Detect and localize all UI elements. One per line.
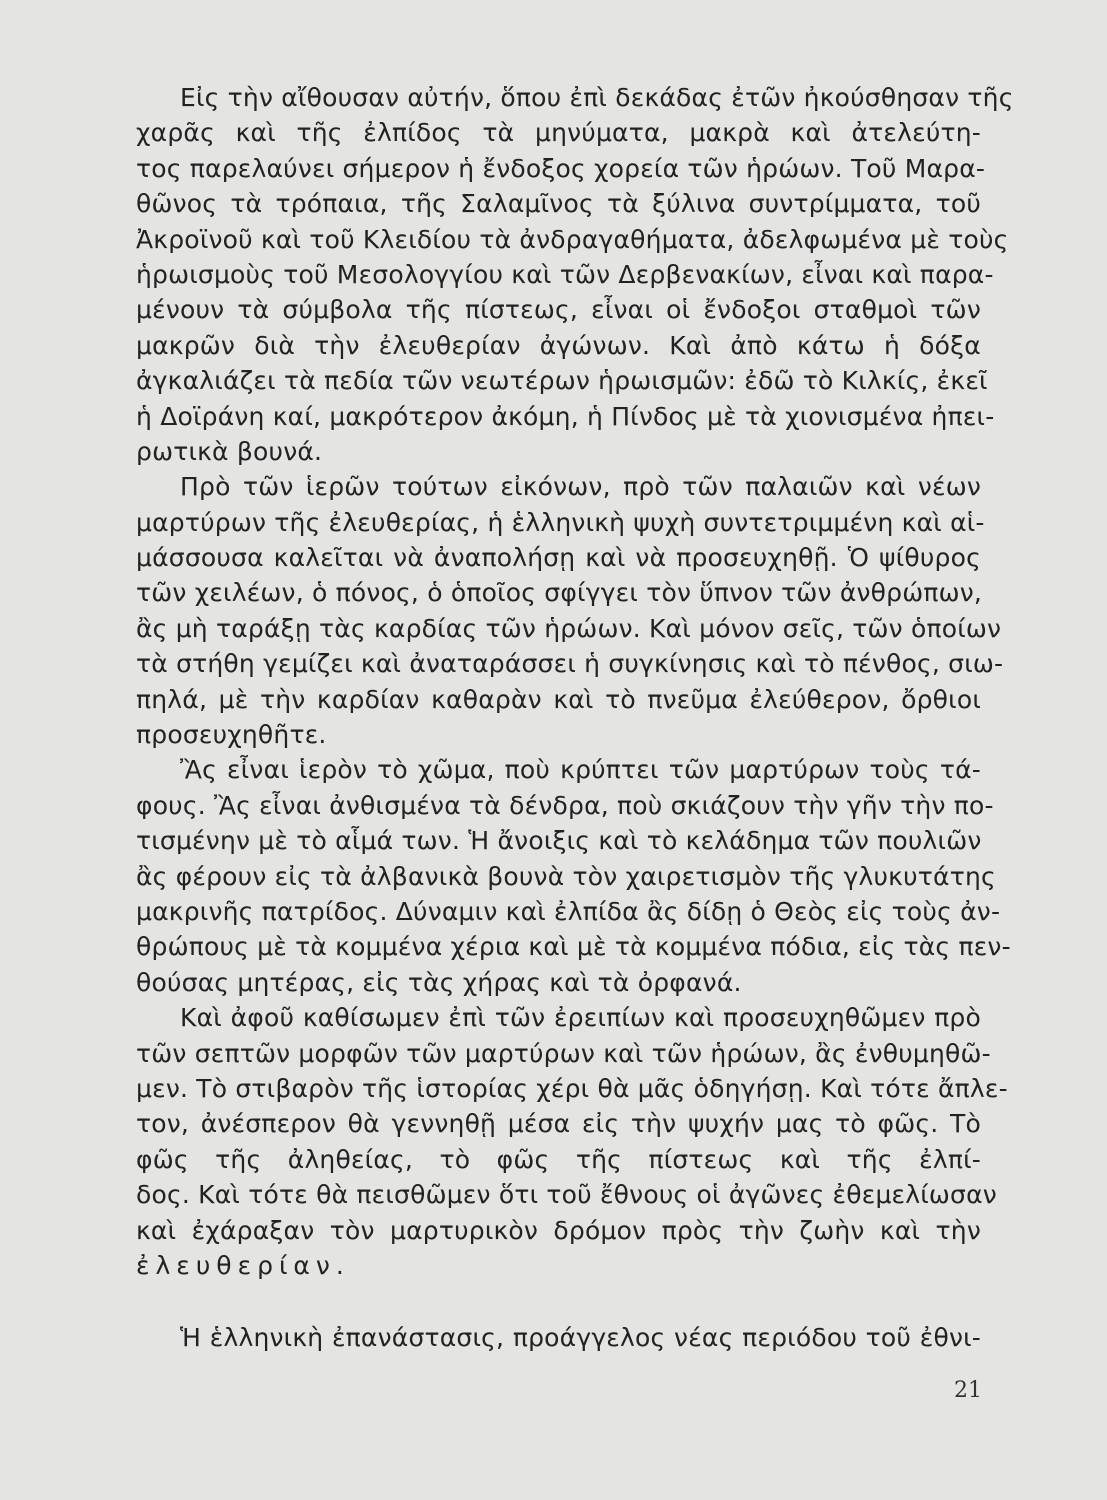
text-line: Ἡ ἑλληνικὴ ἐπανάστασις, προάγγελος νέας περιόδου τοῦ ἐθνι- [180, 1323, 981, 1353]
paragraph-1 [136, 80, 1014, 469]
text-line: χαρᾶς καὶ τῆς ἐλπίδος τὰ μηνύματα, μακρὰ καὶ ἀτελεύτη- [136, 118, 981, 148]
text-line: μεν. Τὸ στιβαρὸν τῆς ἱστορίας χέρι θὰ μᾶς ὁδηγήσῃ. Καὶ τότε ἄπλε- [136, 1073, 1008, 1103]
text-line: ἀγκαλιάζει τὰ πεδία τῶν νεωτέρων ἡρωισμῶν: ἐδῶ τὸ Κιλκίς, ἐκεῖ [136, 366, 988, 396]
text-line: πηλά, μὲ τὴν καρδίαν καθαρὰν καὶ τὸ πνεῦμα ἐλεύθερον, ὄρθιοι [136, 684, 981, 714]
text-line: ἂς φέρουν εἰς τὰ ἀλβανικὰ βουνὰ τὸν χαιρετισμὸν τῆς γλυκυτάτης [136, 861, 996, 891]
paragraph-2 [136, 469, 1004, 752]
page-number: 21 [954, 1378, 982, 1403]
text-line: τισμένην μὲ τὸ αἷμά των. Ἡ ἄνοιξις καὶ τὸ κελάδημα τῶν πουλιῶν [136, 826, 982, 856]
text-line: Ἂς εἶναι ἱερὸν τὸ χῶμα, ποὺ κρύπτει τῶν μαρτύρων τοὺς τά- [180, 755, 981, 785]
text-line: θρώπους μὲ τὰ κομμένα χέρια καὶ μὲ τὰ κομμένα πόδια, εἰς τὰς πεν- [136, 932, 1011, 962]
text-line: ἡ Δοϊράνη καί, μακρότερον ἀκόμη, ἡ Πίνδος μὲ τὰ χιονισμένα ἠπει- [136, 401, 995, 431]
text-line: Εἰς τὴν αἴθουσαν αὐτήν, ὅπου ἐπὶ δεκάδας ἐτῶν ἠκούσθησαν τῆς [180, 83, 1014, 112]
paragraph-5 [136, 1320, 981, 1355]
text-line: τῶν σεπτῶν μορφῶν τῶν μαρτύρων καὶ τῶν ἡρώων, ἂς ἐνθυμηθῶ- [136, 1038, 991, 1068]
text-line: θῶνος τὰ τρόπαια, τῆς Σαλαμῖνος τὰ ξύλινα συντρίμματα, τοῦ [136, 189, 981, 219]
paragraph-gap [136, 1283, 981, 1320]
text-line: Πρὸ τῶν ἱερῶν τούτων εἰκόνων, πρὸ τῶν παλαιῶν καὶ νέων [180, 472, 981, 502]
text-line: δος. Καὶ τότε θὰ πεισθῶμεν ὅτι τοῦ ἔθνους οἱ ἀγῶνες ἐθεμελίωσαν [136, 1180, 997, 1210]
text-line: ρωτικὰ βουνά. [136, 436, 323, 466]
body-text [136, 80, 1014, 1356]
text-line: καὶ ἐχάραξαν τὸν μαρτυρικὸν δρόμον πρὸς τὴν ζωὴν καὶ τὴν [136, 1215, 981, 1245]
text-line: Καὶ ἀφοῦ καθίσωμεν ἐπὶ τῶν ἐρειπίων καὶ προσευχηθῶμεν πρὸ [180, 1003, 981, 1033]
text-line: φους. Ἂς εἶναι ἀνθισμένα τὰ δένδρα, ποὺ σκιάζουν τὴν γῆν τὴν πο- [136, 790, 994, 820]
text-line: μένουν τὰ σύμβολα τῆς πίστεως, εἶναι οἱ ἔνδοξοι σταθμοὶ τῶν [136, 295, 981, 325]
text-line: μαρτύρων τῆς ἐλευθερίας, ἡ ἑλληνικὴ ψυχὴ συντετριμμένη καὶ αἱ- [136, 507, 985, 537]
text-line: Ἀκροϊνοῦ καὶ τοῦ Κλειδίου τὰ ἀνδραγαθήματα, ἀδελφωμένα μὲ τοὺς [136, 224, 1009, 254]
text-line: μάσσουσα καλεῖται νὰ ἀναπολήσῃ καὶ νὰ προσευχηθῇ. Ὁ ψίθυρος [136, 543, 981, 573]
text-line: ἐλευθερίαν. [136, 1250, 350, 1280]
text-line: τον, ἀνέσπερον θὰ γεννηθῇ μέσα εἰς τὴν ψυχήν μας τὸ φῶς. Τὸ [136, 1109, 981, 1139]
text-line: ἂς μὴ ταράξῃ τὰς καρδίας τῶν ἡρώων. Καὶ μόνον σεῖς, τῶν ὁποίων [136, 613, 1002, 643]
paragraph-3 [136, 752, 1011, 1000]
text-line: φῶς τῆς ἀληθείας, τὸ φῶς τῆς πίστεως καὶ τῆς ἐλπί- [136, 1144, 981, 1174]
text-line: τος παρελαύνει σήμερον ἡ ἔνδοξος χορεία τῶν ἡρώων. Τοῦ Μαρα- [136, 153, 986, 183]
text-line: θούσας μητέρας, εἰς τὰς χήρας καὶ τὰ ὀρφανά. [136, 967, 742, 997]
text-line: προσευχηθῆτε. [136, 720, 327, 750]
text-line: τῶν χειλέων, ὁ πόνος, ὁ ὁποῖος σφίγγει τὸν ὕπνον τῶν ἀνθρώπων, [136, 578, 983, 608]
text-line: ἡρωισμοὺς τοῦ Μεσολογγίου καὶ τῶν Δερβενακίων, εἶναι καὶ παρα- [136, 259, 994, 289]
text-line: μακρῶν διὰ τὴν ἐλευθερίαν ἀγώνων. Καὶ ἀπὸ κάτω ἡ δόξα [136, 330, 981, 360]
paragraph-4 [136, 1000, 1008, 1283]
text-line: τὰ στήθη γεμίζει καὶ ἀναταράσσει ἡ συγκίνησις καὶ τὸ πένθος, σιω- [136, 649, 1004, 679]
text-line: μακρινῆς πατρίδος. Δύναμιν καὶ ἐλπίδα ἂς δίδῃ ὁ Θεὸς εἰς τοὺς ἀν- [136, 896, 1001, 926]
